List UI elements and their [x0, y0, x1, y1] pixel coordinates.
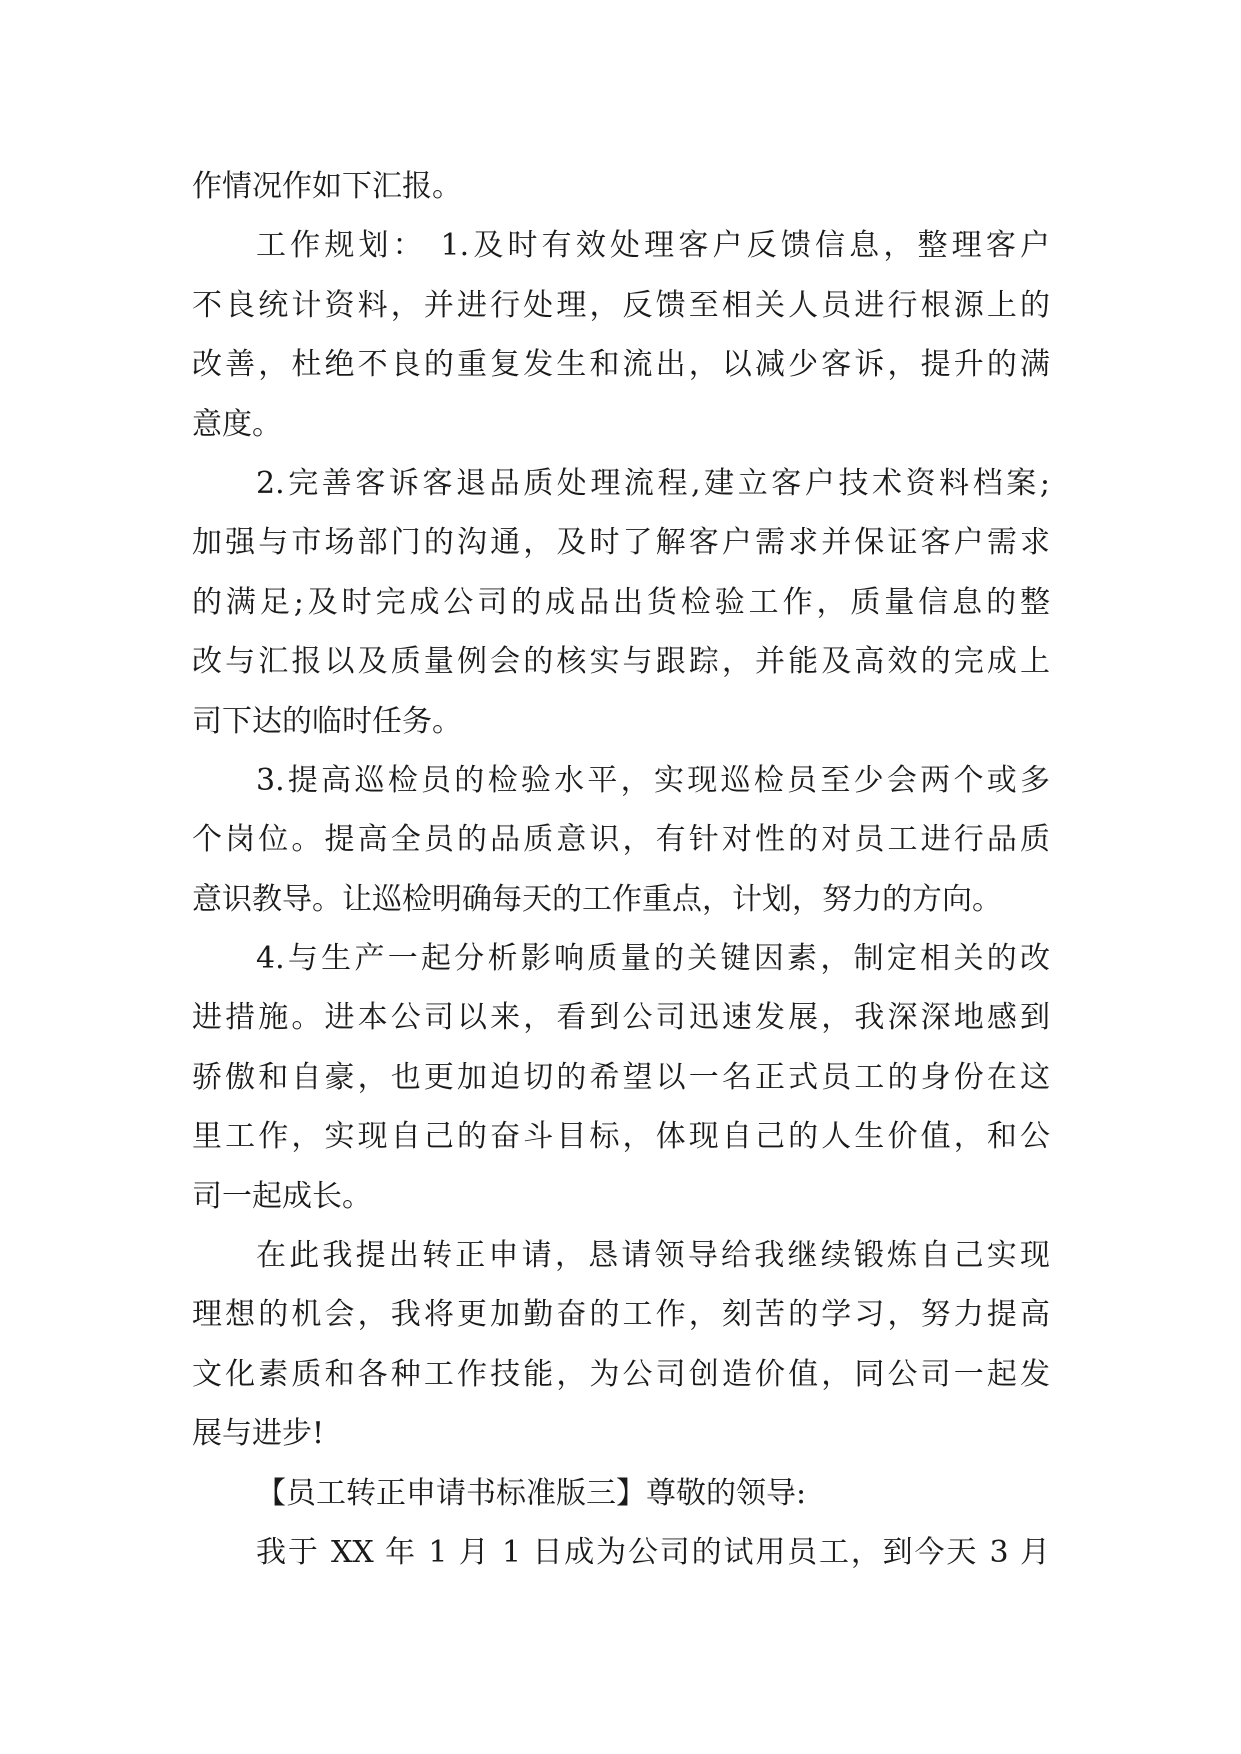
paragraph — [192, 454, 1050, 751]
text-line: 作情况作如下汇报。 — [192, 169, 462, 204]
text-line: 在此我提出转正申请，恳请领导给我继续锻炼自己实现 — [256, 1238, 1050, 1274]
paragraph — [192, 751, 1050, 929]
paragraph — [192, 929, 1050, 1226]
paragraph — [192, 1226, 1050, 1464]
text-line: 我于 XX 年 1 月 1 日成为公司的试用员工，到今天 3 月 — [256, 1534, 1050, 1570]
paragraph — [192, 1523, 1050, 1582]
paragraph — [192, 216, 1050, 454]
text-line: 文化素质和各种工作技能，为公司创造价值，同公司一起发 — [192, 1356, 1050, 1392]
text-line: 里工作，实现自己的奋斗目标，体现自己的人生价值，和公 — [192, 1119, 1050, 1155]
text-line: 进措施。进本公司以来，看到公司迅速发展，我深深地感到 — [192, 1000, 1050, 1036]
section-heading: 【员工转正申请书标准版三】尊敬的领导: — [256, 1475, 807, 1511]
text-line: 司一起成长。 — [192, 1178, 372, 1214]
paragraph — [192, 157, 1050, 216]
text-line: 改与汇报以及质量例会的核实与跟踪，并能及高效的完成上 — [192, 644, 1050, 680]
text-line: 加强与市场部门的沟通，及时了解客户需求并保证客户需求 — [192, 525, 1050, 561]
text-line: 理想的机会，我将更加勤奋的工作，刻苦的学习，努力提高 — [192, 1297, 1050, 1333]
text-line: 意度。 — [192, 406, 282, 442]
text-line: 改善，杜绝不良的重复发生和流出，以减少客诉，提升的满 — [192, 347, 1050, 383]
text-line: 骄傲和自豪，也更加迫切的希望以一名正式员工的身份在这 — [192, 1059, 1050, 1095]
text-line: 司下达的临时任务。 — [192, 703, 462, 739]
document-body — [192, 157, 1050, 1582]
paragraph — [192, 1464, 1050, 1523]
text-line: 2.完善客诉客退品质处理流程,建立客户技术资料档案; — [256, 465, 1050, 501]
text-line: 展与进步! — [192, 1416, 325, 1452]
text-line: 意识教导。让巡检明确每天的工作重点，计划，努力的方向。 — [192, 881, 1002, 917]
text-line: 3.提高巡检员的检验水平，实现巡检员至少会两个或多 — [256, 762, 1050, 798]
text-line: 个岗位。提高全员的品质意识，有针对性的对员工进行品质 — [192, 822, 1050, 858]
text-line: 4.与生产一起分析影响质量的关键因素，制定相关的改 — [256, 941, 1050, 977]
text-line: 的满足;及时完成公司的成品出货检验工作，质量信息的整 — [192, 584, 1050, 620]
text-line: 工作规划： 1.及时有效处理客户反馈信息，整理客户 — [256, 228, 1050, 264]
text-line: 不良统计资料，并进行处理，反馈至相关人员进行根源上的 — [192, 287, 1050, 323]
